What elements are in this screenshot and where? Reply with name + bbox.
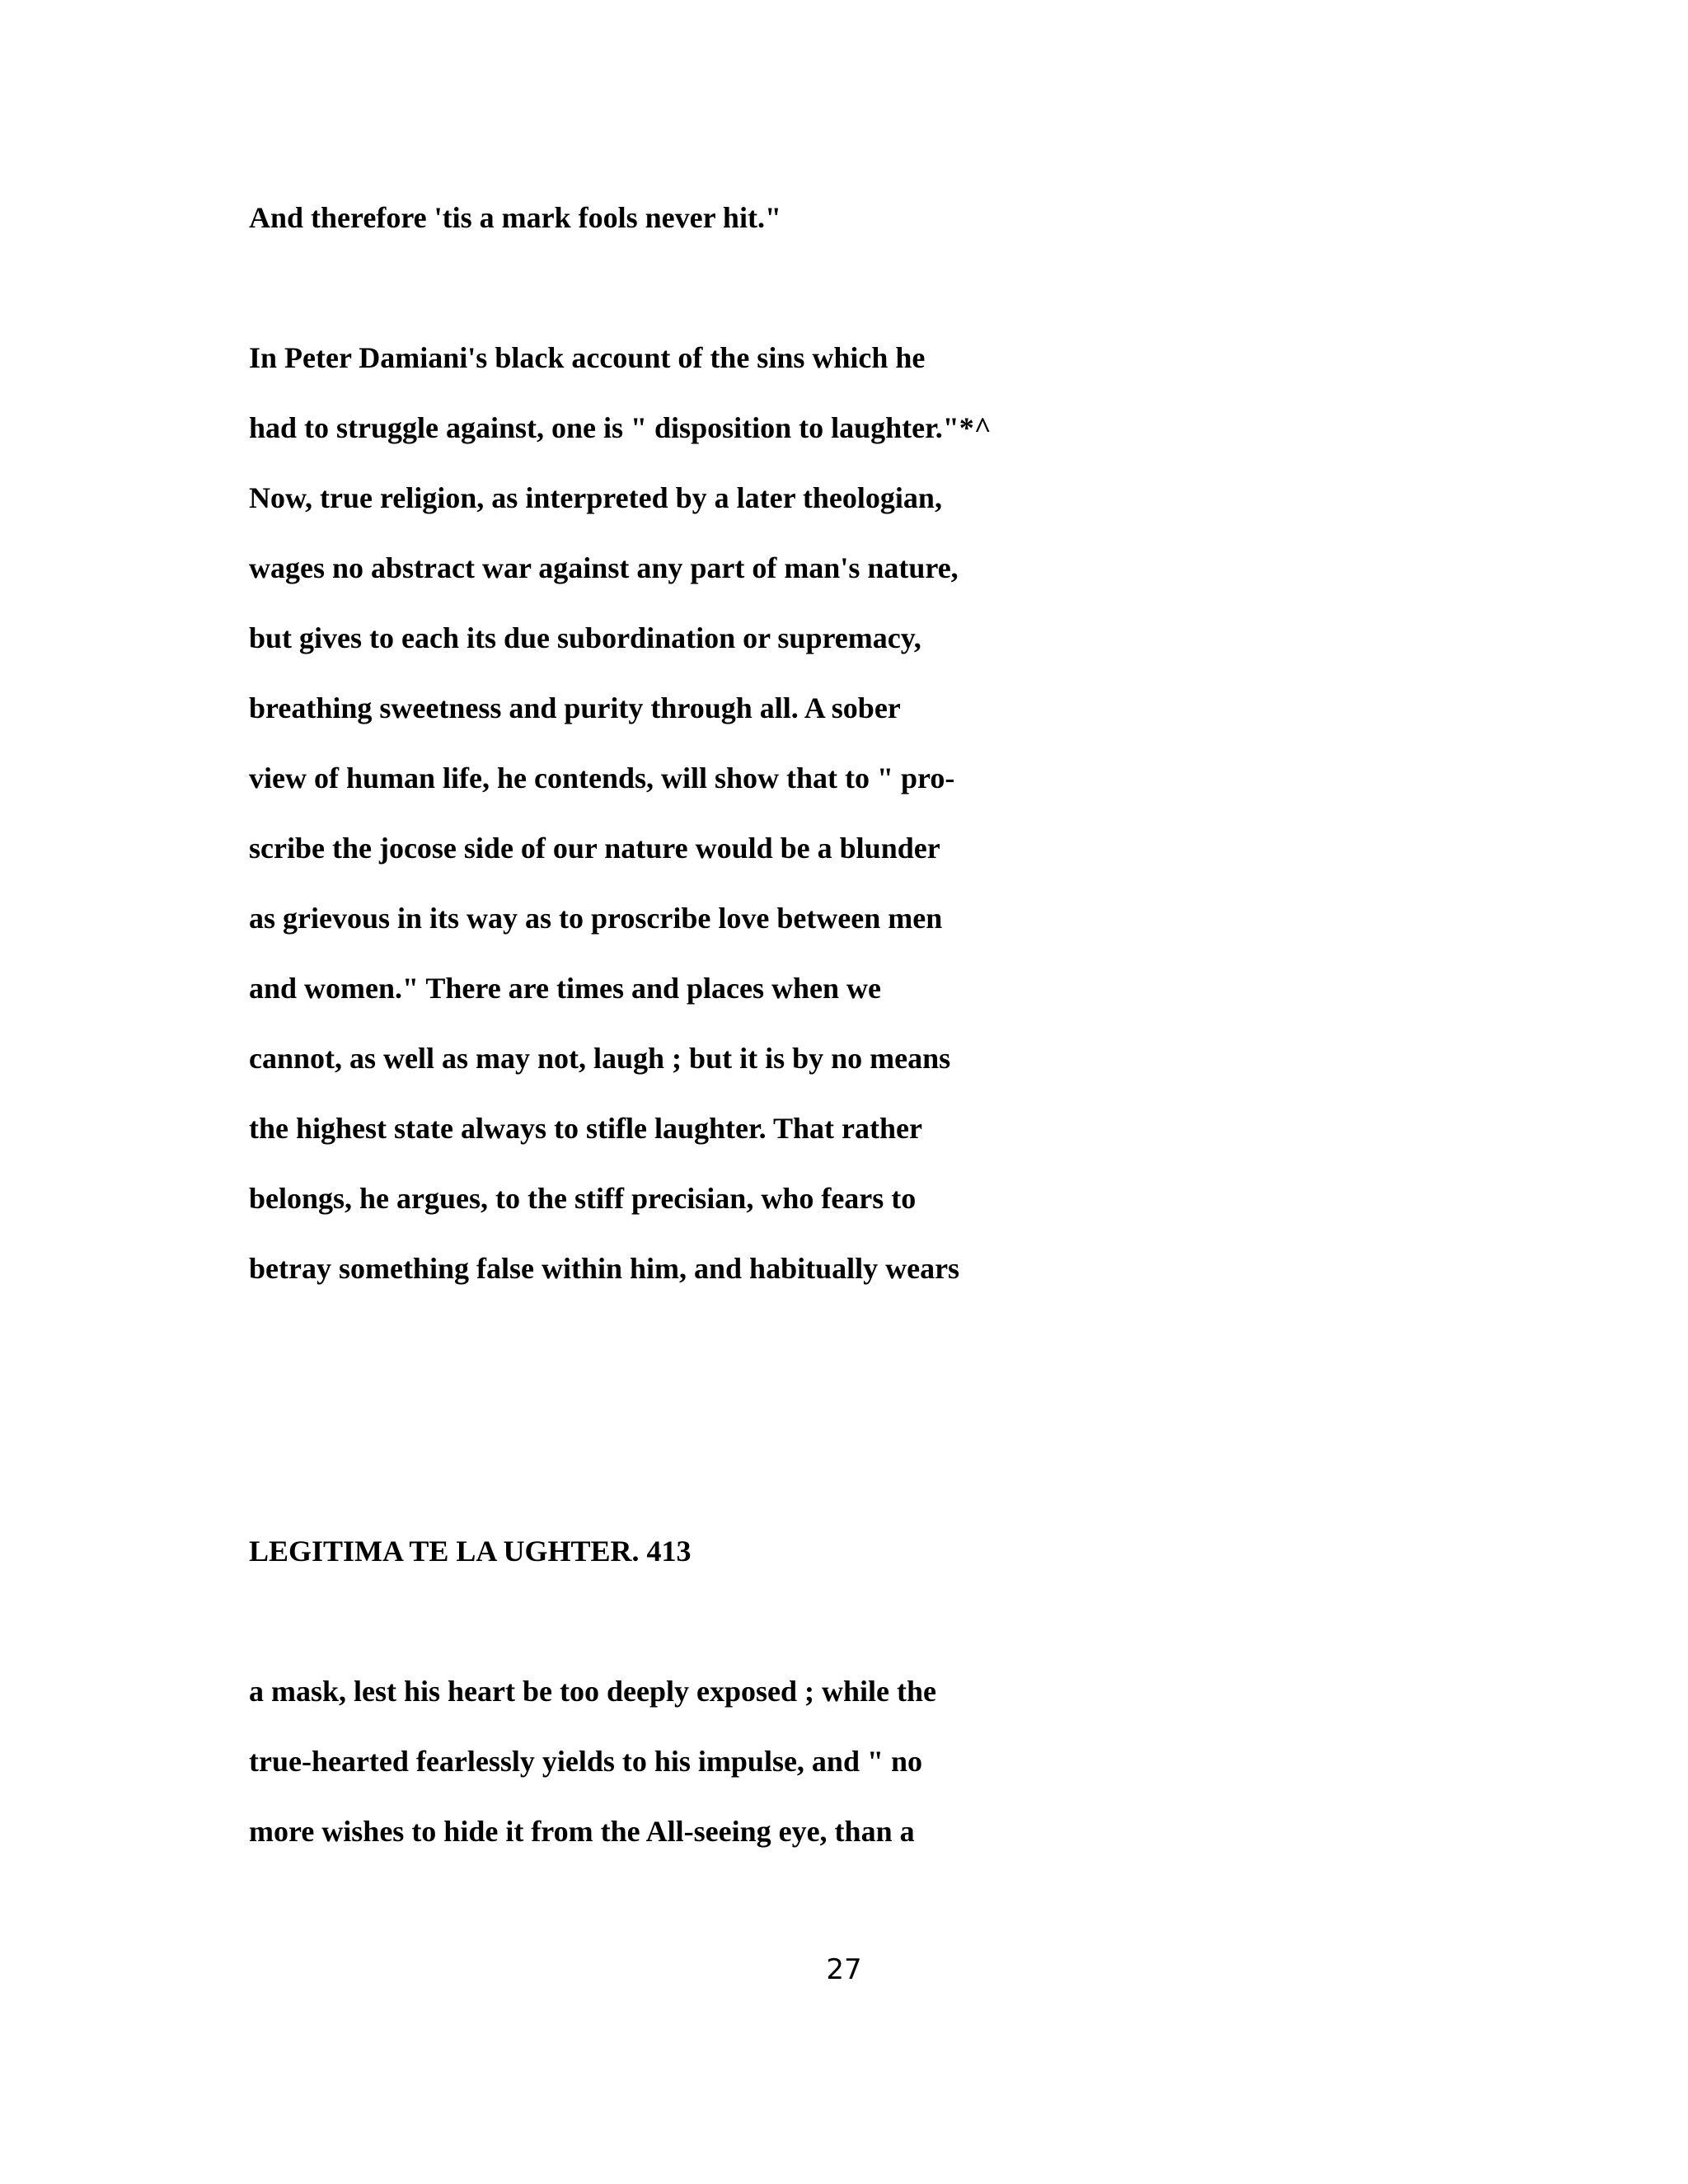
text-line: Now, true religion, as interpreted by a later theologian, [249, 481, 942, 514]
text-line: cannot, as well as may not, laugh ; but it is by no means [249, 1042, 951, 1075]
text-line: And therefore 'tis a mark fools never hit." [249, 201, 781, 234]
text-line: view of human life, he contends, will show that to " pro- [249, 762, 955, 794]
text-line: a mask, lest his heart be too deeply exposed ; while the [249, 1675, 936, 1708]
text-line: the highest state always to stifle laughter. That rather [249, 1112, 922, 1145]
text-line: breathing sweetness and purity through all. A sober [249, 691, 901, 724]
text-line: betray something false within him, and habitually wears [249, 1252, 960, 1285]
text-line: had to struggle against, one is " disposition to laughter."*^ [249, 411, 992, 444]
text-line: but gives to each its due subordination or supremacy, [249, 621, 921, 654]
text-line: wages no abstract war against any part of man's nature, [249, 551, 959, 584]
running-header: LEGITIMA TE LA UGHTER. 413 [249, 1535, 692, 1568]
text-line: and women." There are times and places when we [249, 972, 881, 1005]
text-line: more wishes to hide it from the All-seeing eye, than a [249, 1815, 915, 1848]
text-line: In Peter Damiani's black account of the sins which he [249, 341, 926, 374]
text-line: belongs, he argues, to the stiff precisian, who fears to [249, 1182, 917, 1215]
text-line: as grievous in its way as to proscribe love between men [249, 902, 943, 935]
text-line: scribe the jocose side of our nature would be a blunder [249, 832, 940, 865]
page-number: 27 [826, 1953, 862, 1986]
text-line: true-hearted fearlessly yields to his impulse, and " no [249, 1745, 922, 1778]
